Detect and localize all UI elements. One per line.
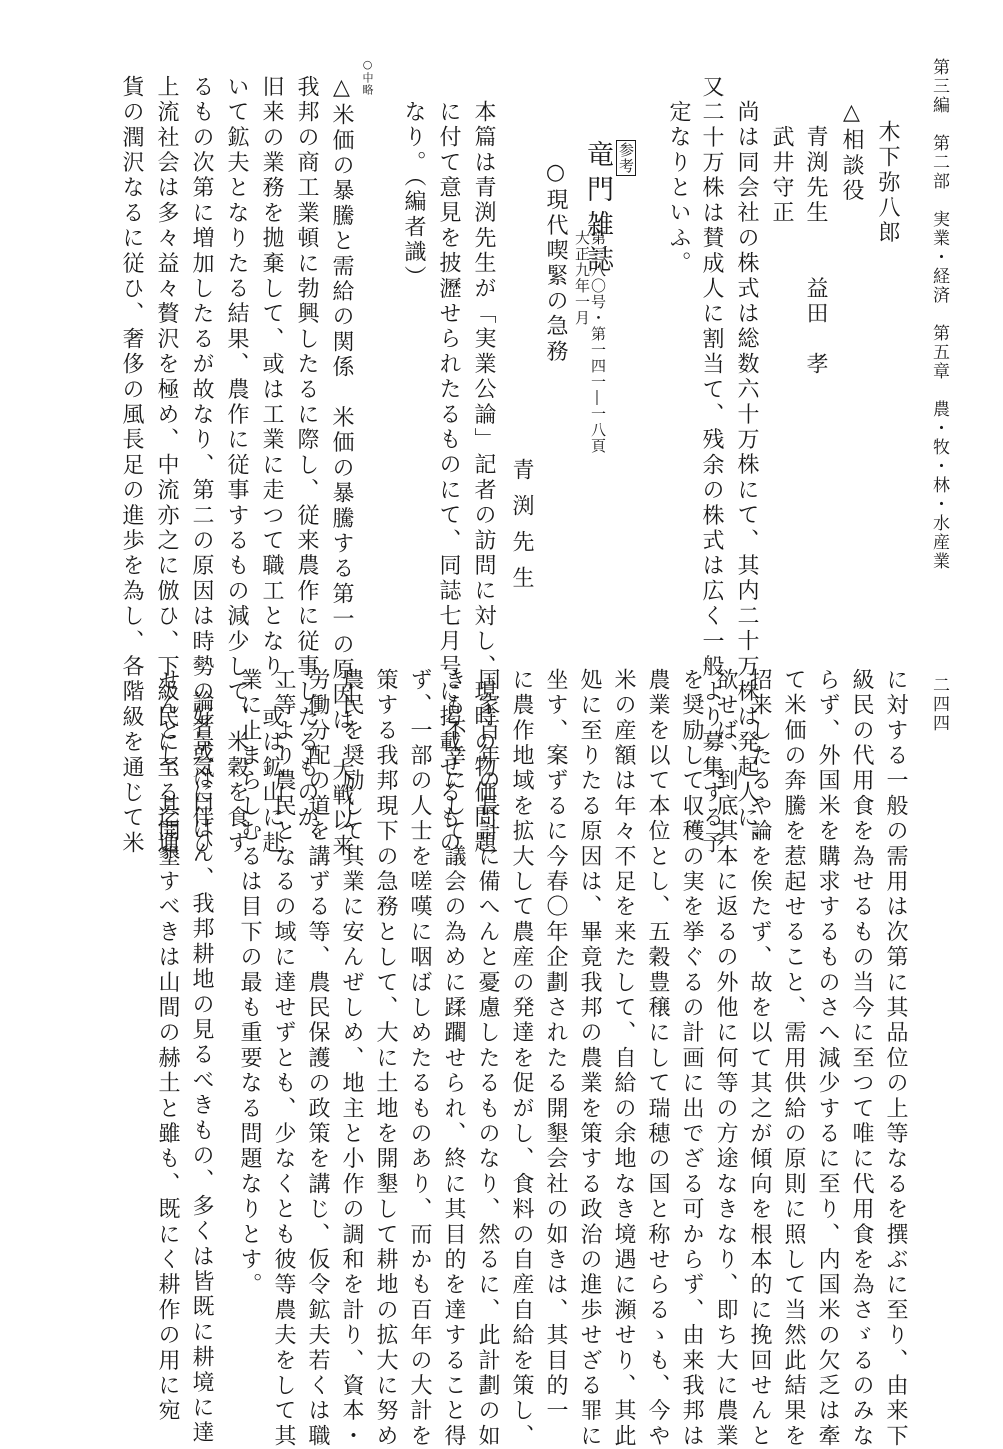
- text-column: 労働分配の道を講ずる等、農民保護の政策を講じ、仮令鉱夫若くは職: [305, 668, 330, 1449]
- intro-text: なり。（編者識）: [401, 100, 426, 291]
- text-column: に農作地域を拡大して農産の発達を促がし、食料の自産自給を策し、: [509, 668, 534, 1449]
- text-column: 我邦の商工業頓に勃興したるに際し、従来農作に従事したるものが、: [294, 75, 319, 857]
- text-column: て米価の奔騰を惹起せること、需用供給の原則に照して当然此結果を: [781, 668, 806, 1449]
- text-column: るもの次第に増加したるが故なり、第二の原因は時勢の好景気に伴ひ: [189, 75, 214, 857]
- omission-marker: ○中略: [361, 58, 374, 96]
- text-column: 尚は同会社の株式は総数六十万株にて、其内二十万株は発起人に、: [734, 100, 759, 856]
- text-column: に対する一般の需用は次第に其品位の上等なるを撰ぶに至り、由来下: [883, 668, 908, 1449]
- text-column: 農民を奨励して其業に安んぜしめ、地主と小作の調和を計り、資本・: [339, 668, 364, 1449]
- text-column: 米の産額は年々不足を来たして、自給の余地なき境遇に瀕せり、其此: [611, 668, 636, 1449]
- reference-label: [616, 140, 637, 176]
- text-column: △米価の暴騰と需給の関係 米価の暴騰する第一の原因は、大戦以来: [329, 75, 354, 860]
- text-column: 工等より農民となるの域に達せずとも、少なくとも彼等農夫をして其: [271, 668, 296, 1449]
- text-column: らず、外国米を購求するものさへ減少するに至り、内国米の欠乏は牽: [815, 668, 840, 1449]
- text-column: 又二十万株は賛成人に割当て、残余の株式は広く一般より募集する予: [699, 75, 724, 857]
- text-column: 業に止まらしむるは目下の最も重要なる問題なりとす。: [237, 668, 262, 1298]
- article-title: ○現代喫緊の急務: [543, 160, 568, 365]
- magazine-title: 竜門雑誌: [582, 140, 613, 280]
- text-column: ず、一部の人士を嗟嘆に咽ばしめたるものあり、而かも百年の大計を: [407, 668, 432, 1449]
- intro-text: 本篇は青渕先生が「実業公論」記者の訪問に対し、現時の物価問題: [471, 100, 496, 856]
- text-column: 欲せば、到底其本に返るの外他に何等の方途なきなり、即ち大に農業: [713, 668, 738, 1449]
- text-column: 処に至りたる原因は、畢竟我邦の農業を策する政治の進歩せざる罪に: [577, 668, 602, 1449]
- running-head: 第三編 第二部 実業・経済 第五章 農・牧・林・水産業: [929, 58, 949, 571]
- text-column: 策する我邦現下の急務として、大に土地を開墾して耕地の拡大に努め: [373, 668, 398, 1449]
- text-column: きも不幸にして議会の為めに蹂躙せられ、終に其目的を達すること得: [441, 668, 466, 1449]
- text-column: 招来したるや論を俟たず、故を以て其之が傾向を根本的に挽回せんと: [747, 668, 772, 1449]
- text-column: を奨励して収穫の実を挙ぐるの計画に出でざる可からず、由来我邦は: [679, 668, 704, 1449]
- reference-tag: 参考: [617, 142, 635, 174]
- citation-date: 大正九年一月: [573, 230, 591, 326]
- text-column: 坐す、案ずるに今春〇年企劃されたる開墾会社の如きは、其目的一: [543, 668, 568, 1424]
- article-author: 青渕先生: [509, 458, 534, 602]
- text-column: 国家百年の長計に備へんと憂慮したるものなり、然るに、此計劃の如: [475, 668, 500, 1449]
- intro-text: に付て意見を披瀝せられたるものにて、同誌七月号に掲載せるもの: [436, 100, 461, 856]
- text-column: 定なりといふ。: [666, 100, 691, 277]
- text-column: △相談役: [839, 100, 864, 204]
- text-column: 級民の代用食を為せるもの当今に至つて唯に代用食を為さゞるのみな: [849, 668, 874, 1449]
- text-column: 論者或は曰はん、我邦耕地の見るべきもの、多くは皆既に耕境に達: [189, 690, 214, 1446]
- text-column: 木下弥八郎: [875, 120, 900, 246]
- page-number: 二四四: [929, 676, 949, 733]
- text-column: 旧来の業務を拋棄して、或は工業に走つて職工となり、或は鉱山に赴: [259, 75, 284, 857]
- citation-issue: 第三八〇号・第一四一―一八頁: [589, 230, 607, 454]
- text-column: 青渕先生 益田 孝: [803, 100, 828, 378]
- text-column: 上流社会は多々益々贅沢を極め、中流亦之に倣ひ、下級民に至る迄通: [154, 75, 179, 857]
- text-column: 農業を以て本位とし、五穀豊穣にして瑞穂の国と称せらるゝも、今や: [645, 668, 670, 1449]
- text-column: 武井守正: [769, 100, 794, 226]
- text-column: 貨の潤沢なるに従ひ、奢侈の風長足の進歩を為し、各階級を通じて米: [119, 75, 144, 857]
- text-column: いて鉱夫となりたる結果、農作に従事するもの減少して、米穀を食す: [224, 75, 249, 857]
- text-column: せんとし、其開墾すべきは山間の赫土と雖も、既にく耕作の用に宛: [155, 668, 180, 1424]
